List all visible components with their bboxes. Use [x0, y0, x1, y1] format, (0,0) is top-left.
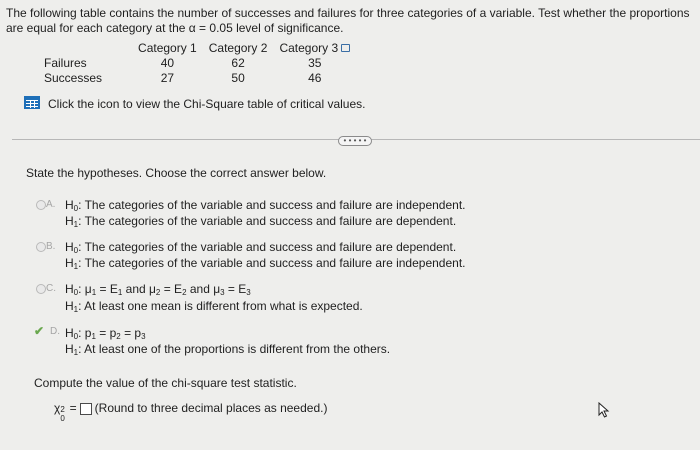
h0-part: = E [96, 282, 118, 296]
option-b-radio[interactable] [36, 242, 46, 252]
checkmark-icon: ✔ [34, 324, 45, 338]
table-cell: 27 [160, 70, 175, 85]
mouse-cursor-icon [598, 402, 610, 418]
option-d-letter: D. [50, 326, 60, 337]
table-cell: 50 [231, 70, 245, 85]
question-prompt: State the hypotheses. Choose the correct answer below. [26, 166, 327, 180]
h0-sub: 3 [141, 332, 146, 341]
option-a-radio[interactable] [36, 200, 46, 210]
expand-more-button[interactable]: • • • • • [338, 136, 372, 146]
h0-sub: 1 [91, 332, 96, 341]
h0-sub: 2 [155, 288, 161, 297]
table-cell: 35 [308, 55, 322, 70]
chi-square-answer-input[interactable] [80, 403, 92, 415]
chi-square-table-link[interactable]: Click the icon to view the Chi-Square table of critical values. [48, 97, 366, 111]
h0-sub: 1 [117, 288, 123, 297]
col-header-2: Category 2 [208, 40, 268, 55]
option-d-h1[interactable]: $H_1$: At least one of the proportions is different from the others. [65, 342, 391, 357]
option-c-letter: C. [46, 283, 56, 294]
h0-sub: 2 [116, 332, 121, 341]
h0-part: and μ [186, 282, 221, 296]
table-header-row [40, 40, 356, 55]
option-b-letter: B. [46, 241, 56, 252]
option-d-h1-text: At least one of the proportions is different from the others. [84, 342, 391, 356]
option-d-h0[interactable]: $H_0$: $p_1 = p_2 = p_3$ [65, 326, 146, 341]
col-header-1: Category 1 [138, 40, 197, 55]
h0-part: μ [84, 282, 92, 296]
option-b-h0-text: The categories of the variable and success and failure are dependent. [84, 240, 457, 254]
table-row [40, 55, 356, 70]
h0-sub: 2 [182, 288, 187, 297]
copy-icon[interactable] [341, 44, 350, 52]
h0-sub: 3 [220, 288, 225, 297]
h0-sub: 1 [91, 288, 97, 297]
col-header-3-label: Category 3 [279, 40, 339, 55]
option-a-h1-text: The categories of the variable and success and failure are dependent. [84, 214, 457, 228]
data-table [40, 40, 356, 85]
chi-symbol: χ [54, 401, 61, 415]
h0-part: = p [120, 326, 142, 340]
option-a-h0-text: The categories of the variable and success and failure are independent. [84, 198, 466, 212]
h0-part: = E [160, 282, 183, 296]
row-label-failures: Failures [44, 55, 87, 70]
h0-part: = p [95, 326, 117, 340]
row-label-successes: Successes [44, 70, 103, 85]
chi-square-table-icon[interactable] [24, 96, 40, 109]
option-c-radio[interactable] [36, 284, 46, 294]
option-b-h1[interactable]: $H_1$: The categories of the variable and success and failure are independent. [65, 256, 466, 271]
option-c-h1-text: At least one mean is different from what is expected. [84, 299, 363, 313]
table-row [40, 70, 356, 85]
option-a-letter: A. [46, 199, 56, 210]
table-cell: 62 [231, 55, 245, 70]
chi-square-answer-row: χ 2 0 = (Round to three decimal places as needed.) [54, 401, 328, 423]
option-b-h1-text: The categories of the variable and success and failure are independent. [84, 256, 466, 270]
option-b-h0[interactable]: $H_0$: The categories of the variable and success and failure are dependent. [65, 240, 457, 255]
table-cell: 46 [308, 70, 322, 85]
h0-part: and μ [122, 282, 156, 296]
table-cell: 40 [160, 55, 175, 70]
compute-prompt: Compute the value of the chi-square test statistic. [34, 376, 297, 390]
option-c-h0[interactable]: $H_0$: $\mu_1 = E_1$ and $\mu_2 = E_2$ and $\mu_3 = E_3$ [65, 282, 251, 297]
h0-sub: 3 [246, 288, 251, 297]
h0-part: = E [224, 282, 247, 296]
option-c-h1[interactable]: $H_1$: At least one mean is different from what is expected. [65, 299, 363, 314]
col-header-3 [273, 40, 356, 55]
option-a-h0[interactable]: $H_0$: The categories of the variable and success and failure are independent. [65, 198, 466, 213]
option-a-h1[interactable]: $H_1$: The categories of the variable and success and failure are dependent. [65, 214, 457, 229]
answer-hint: (Round to three decimal places as needed.) [94, 401, 328, 415]
h0-part: p [84, 326, 92, 340]
problem-intro: The following table contains the number of successes and failures for three categories of a variable. Test whether the proportions are equal for each category at the α = 0.05 level of significance. [6, 6, 690, 35]
